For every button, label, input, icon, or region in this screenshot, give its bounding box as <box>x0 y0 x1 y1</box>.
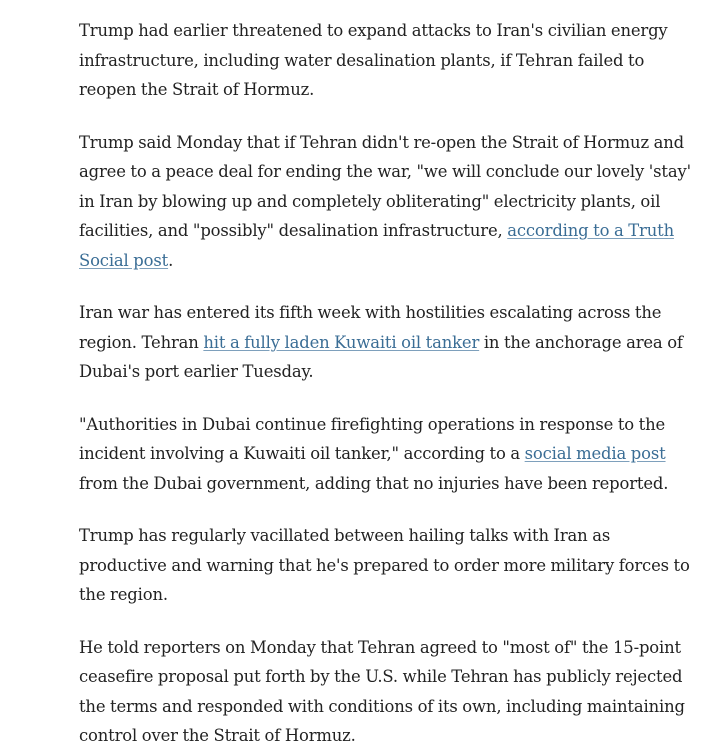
paragraph-text: Iran war has entered its fifth week with hostilities escalating across the region. Tehran <box>79 303 662 352</box>
truth-social-post-link[interactable]: according to a Truth Social post <box>79 221 674 270</box>
paragraph-text: from the Dubai government, adding that no injuries have been reported. <box>79 473 669 493</box>
paragraph-truth-social <box>79 128 697 276</box>
paragraph-fifth-week <box>79 298 697 387</box>
paragraph-text: in the anchorage area of Dubai's port earlier Tuesday. <box>79 332 683 381</box>
paragraph-text: Trump said Monday that if Tehran didn't re-open the Strait of Hormuz and agree to a peace deal for ending the war, "we will conclude our lovely 'stay' in Iran by blowing up and completely obliterating" electricity plants, oil facilities, and "possibly" desalination infrastructure, <box>79 132 691 240</box>
paragraph-vacillated: Trump has regularly vacillated between hailing talks with Iran as productive and warning that he's prepared to order more military forces to the region. <box>79 526 690 604</box>
social-media-post-link[interactable]: social media post <box>524 444 666 463</box>
paragraph-text: . <box>168 250 174 270</box>
kuwaiti-oil-tanker-link[interactable]: hit a fully laden Kuwaiti oil tanker <box>203 332 480 352</box>
paragraph-dubai-authorities <box>79 410 697 499</box>
paragraph-ceasefire-proposal: He told reporters on Monday that Tehran agreed to "most of" the 15-point ceasefire proposal put forth by the U.S. while Tehran has publicly rejected the terms and responded with conditions of its own, including maintaining control over the Strait of Hormuz. <box>79 637 685 745</box>
paragraph-energy-threat: Trump had earlier threatened to expand attacks to Iran's civilian energy infrastructure, including water desalination plants, if Tehran failed to reopen the Strait of Hormuz. <box>79 21 668 99</box>
paragraph-text: "Authorities in Dubai continue firefighting operations in response to the incident involving a Kuwaiti oil tanker," according to a <box>79 414 666 463</box>
